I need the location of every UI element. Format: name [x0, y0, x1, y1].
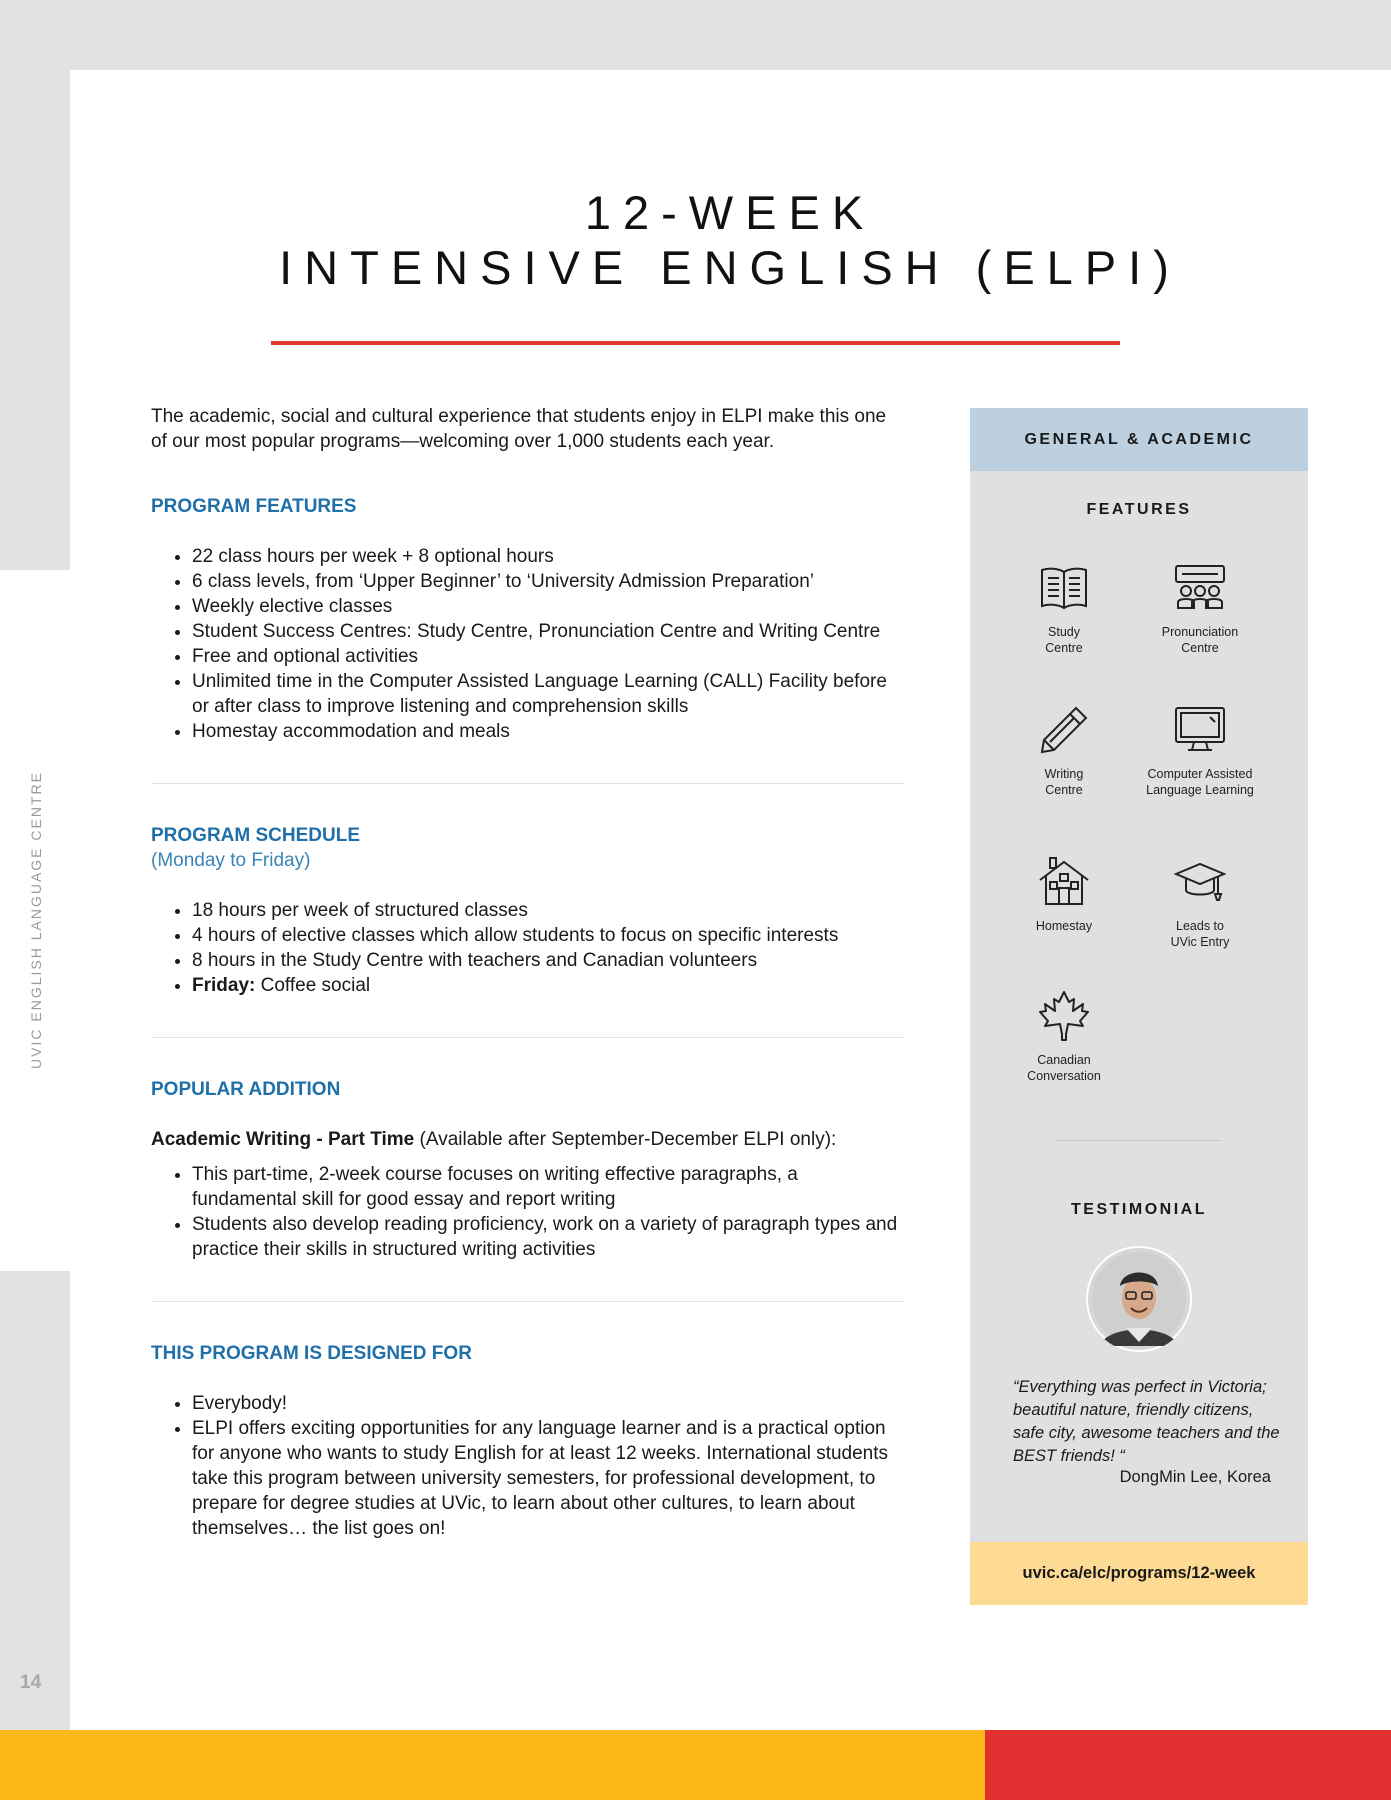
course-name: Academic Writing - Part Time	[151, 1129, 415, 1150]
feature-writing-centre	[989, 702, 1139, 798]
list-item: • Free and optional activities	[192, 644, 905, 669]
feature-canadian-conversation	[989, 988, 1139, 1084]
feature-call	[1125, 702, 1275, 798]
course-note: (Available after September-December ELPI only):	[414, 1129, 837, 1150]
features-heading: PROGRAM FEATURES	[151, 496, 357, 517]
program-url-link[interactable]: uvic.ca/elc/programs/12-week	[970, 1542, 1308, 1605]
student-photo-icon	[1086, 1246, 1192, 1352]
feature-label: Centre	[1181, 641, 1219, 655]
addition-list	[151, 1162, 905, 1262]
page-title	[150, 185, 1310, 295]
schedule-list	[151, 898, 905, 998]
schedule-subheading: (Monday to Friday)	[151, 850, 311, 871]
list-item: • This part-time, 2-week course focuses on writing effective paragraphs, a fundamental skill for good essay and report writing	[192, 1162, 905, 1212]
feature-label: Centre	[1045, 641, 1083, 655]
feature-pronunciation-centre	[1125, 560, 1275, 656]
addition-heading: POPULAR ADDITION	[151, 1079, 341, 1100]
feature-label: UVic Entry	[1170, 935, 1230, 949]
pronunciation-icon	[1172, 560, 1228, 616]
sidebar	[970, 408, 1308, 1605]
list-item: • 4 hours of elective classes which allow students to focus on specific interests	[192, 923, 905, 948]
list-item: • 22 class hours per week + 8 optional hours	[192, 544, 905, 569]
list-item: • Unlimited time in the Computer Assisted Language Learning (CALL) Facility before or after class to improve listening and comprehension skills	[192, 669, 905, 719]
list-item: • 6 class levels, from ‘Upper Beginner’ to ‘University Admission Preparation’	[192, 569, 905, 594]
computer-icon	[1172, 702, 1228, 758]
maple-leaf-icon	[1036, 988, 1092, 1044]
pencil-icon	[1036, 702, 1092, 758]
friday-label: Friday:	[192, 975, 256, 996]
sidebar-heading: GENERAL & ACADEMIC	[970, 408, 1308, 471]
feature-label: Writing	[1044, 767, 1084, 781]
feature-label: Canadian	[1037, 1053, 1091, 1067]
feature-label: Centre	[1045, 783, 1083, 797]
features-list	[151, 544, 905, 744]
house-icon	[1036, 854, 1092, 910]
feature-label: Conversation	[1027, 1069, 1101, 1083]
avatar	[1086, 1246, 1192, 1352]
title-line-1: 12-WEEK	[584, 186, 876, 239]
feature-label: Language Learning	[1146, 783, 1254, 797]
schedule-heading: PROGRAM SCHEDULE	[151, 825, 361, 846]
designed-for-list	[151, 1391, 905, 1541]
feature-homestay	[989, 854, 1139, 934]
testimonial-quote: “Everything was perfect in Victoria; beautiful nature, friendly citizens, safe city, awesome teachers and the BEST friends! “	[1013, 1378, 1280, 1465]
feature-uvic-entry	[1125, 854, 1275, 950]
feature-label: Computer Assisted	[1147, 767, 1253, 781]
list-item: • Student Success Centres: Study Centre, Pronunciation Centre and Writing Centre	[192, 619, 905, 644]
feature-label: Homestay	[1035, 919, 1093, 933]
list-item	[192, 973, 905, 998]
side-label: UVIC ENGLISH LANGUAGE CENTRE	[28, 771, 44, 1069]
designed-for-heading: THIS PROGRAM IS DESIGNED FOR	[151, 1343, 472, 1364]
feature-label: Study	[1048, 625, 1080, 639]
sidebar-divider	[1057, 1140, 1221, 1141]
list-item: • 8 hours in the Study Centre with teachers and Canadian volunteers	[192, 948, 905, 973]
main-content	[151, 404, 905, 1541]
feature-label: Pronunciation	[1161, 625, 1239, 639]
testimonial-heading: TESTIMONIAL	[1071, 1201, 1207, 1218]
list-item: • ELPI offers exciting opportunities for any language learner and is a practical option for anyone who wants to study English for at least 12 weeks. International students take this program between university semesters, for professional development, to prepare for degree studies at UVic, to learn about other cultures, to learn about themselves… the list goes on!	[192, 1416, 905, 1541]
footer-bar-red	[985, 1730, 1391, 1800]
page-number: 14	[20, 1672, 42, 1693]
testimonial-author: DongMin Lee, Korea	[1119, 1468, 1271, 1486]
graduation-cap-icon	[1172, 854, 1228, 910]
intro-paragraph: The academic, social and cultural experience that students enjoy in ELPI make this one of our most popular programs—welcoming over 1,000 students each year.	[151, 406, 887, 452]
friday-text: Coffee social	[255, 975, 371, 996]
title-line-2: INTENSIVE ENGLISH (ELPI)	[279, 241, 1181, 294]
title-underline	[271, 341, 1120, 345]
addition-course	[151, 1127, 905, 1152]
feature-study-centre	[989, 560, 1139, 656]
list-item: • Homestay accommodation and meals	[192, 719, 905, 744]
footer-bar-yellow	[0, 1730, 985, 1800]
list-item: • Students also develop reading proficiency, work on a variety of paragraph types and practice their skills in structured writing activities	[192, 1212, 905, 1262]
feature-label: Leads to	[1176, 919, 1224, 933]
features-subheading: FEATURES	[1086, 501, 1192, 518]
list-item: • 18 hours per week of structured classes	[192, 898, 905, 923]
list-item: • Everybody!	[192, 1391, 905, 1416]
list-item: • Weekly elective classes	[192, 594, 905, 619]
book-icon	[1036, 560, 1092, 616]
